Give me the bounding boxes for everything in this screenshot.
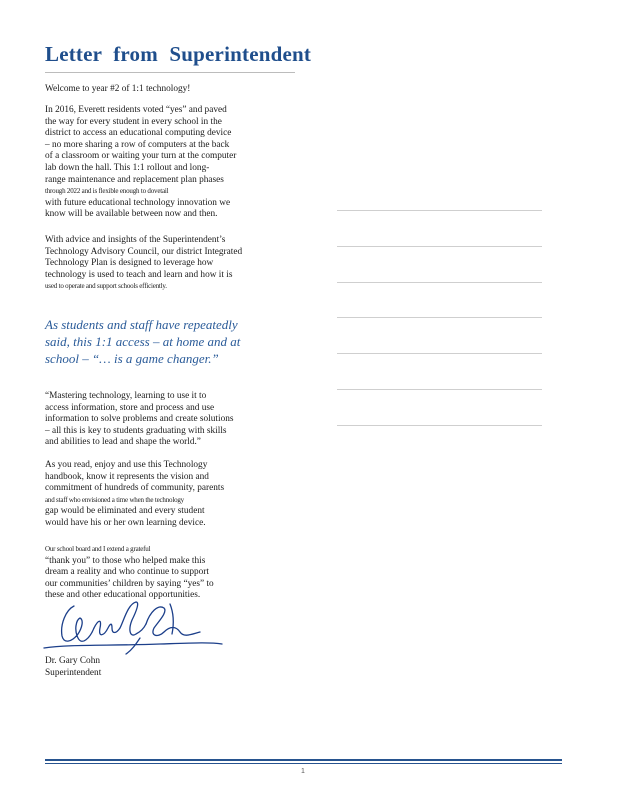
quote-line: said, this 1:1 access – at home and at bbox=[45, 334, 241, 349]
text-line: “thank you” to those who helped make this bbox=[45, 555, 206, 566]
text-line: handbook, know it represents the vision and bbox=[45, 471, 209, 482]
note-line bbox=[337, 210, 542, 211]
text-line: lab down the hall. This 1:1 rollout and long- bbox=[45, 162, 210, 173]
paragraph-intro bbox=[45, 105, 271, 221]
page-number: 1 bbox=[301, 768, 305, 775]
paragraph-handbook bbox=[45, 460, 271, 530]
note-line bbox=[337, 282, 542, 283]
quote-line: school – “… is a game changer.” bbox=[45, 351, 219, 366]
text-line: know will be available between now and then. bbox=[45, 209, 218, 220]
text-line: Technology Advisory Council, our district Integrated bbox=[45, 246, 243, 257]
page-title: Letter from Superintendent bbox=[45, 42, 312, 66]
text-line: with future educational technology innovation we bbox=[45, 197, 231, 208]
text-line: gap would be eliminated and every student bbox=[45, 506, 205, 517]
text-line: dream a reality and who continue to support bbox=[45, 567, 209, 578]
text-line: With advice and insights of the Superintendent’s bbox=[45, 235, 226, 245]
welcome-text: Welcome to year #2 of 1:1 technology! bbox=[45, 84, 191, 94]
text-line: and abilities to lead and shape the world.” bbox=[45, 437, 201, 448]
note-line bbox=[337, 246, 542, 247]
text-line: information to solve problems and create solutions bbox=[45, 414, 234, 425]
quote-line: As students and staff have repeatedly bbox=[45, 317, 238, 332]
title-divider bbox=[45, 72, 295, 73]
text-line: our communities’ children by saying “yes” to bbox=[45, 578, 214, 589]
pull-quote bbox=[45, 316, 285, 367]
text-line: district to access an educational computing device bbox=[45, 128, 232, 139]
text-line: these and other educational opportunities. bbox=[45, 590, 201, 601]
text-line: As you read, enjoy and use this Technology bbox=[45, 460, 208, 470]
text-line: would have his or her own learning device. bbox=[45, 517, 206, 528]
footer-rule bbox=[45, 759, 562, 761]
text-line: – no more sharing a row of computers at the back bbox=[45, 139, 230, 150]
signer-title: Superintendent bbox=[45, 668, 102, 678]
welcome-line bbox=[45, 84, 271, 96]
text-line: “Mastering technology, learning to use it to bbox=[45, 391, 207, 401]
footer-rule bbox=[45, 763, 562, 764]
text-line: In 2016, Everett residents voted “yes” and paved bbox=[45, 105, 227, 115]
text-line: – all this is key to students graduating with skills bbox=[45, 425, 227, 436]
paragraph-tech-plan bbox=[45, 235, 271, 293]
signer-name: Dr. Gary Cohn bbox=[45, 656, 101, 666]
note-line bbox=[337, 353, 542, 354]
paragraph-thanks bbox=[45, 544, 271, 602]
text-line: range maintenance and replacement plan phases bbox=[45, 174, 224, 185]
note-line bbox=[337, 389, 542, 390]
text-line: commitment of hundreds of community, parents bbox=[45, 483, 225, 494]
signature-image bbox=[40, 598, 230, 658]
text-line: and staff who envisioned a time when the technology bbox=[45, 495, 184, 504]
text-line: Our school board and I extend a grateful bbox=[45, 545, 151, 553]
text-line: access information, store and process and use bbox=[45, 402, 215, 413]
note-line bbox=[337, 425, 542, 426]
text-line: technology is used to teach and learn and how it is bbox=[45, 269, 233, 280]
text-line: Technology Plan is designed to leverage how bbox=[45, 258, 214, 269]
paragraph-mastering bbox=[45, 391, 271, 449]
text-line: through 2022 and is flexible enough to dovetail bbox=[45, 187, 169, 196]
text-line: used to operate and support schools efficiently. bbox=[45, 282, 167, 291]
text-line: the way for every student in every school in the bbox=[45, 116, 222, 127]
note-line bbox=[337, 317, 542, 318]
text-line: of a classroom or waiting your turn at the computer bbox=[45, 151, 237, 162]
